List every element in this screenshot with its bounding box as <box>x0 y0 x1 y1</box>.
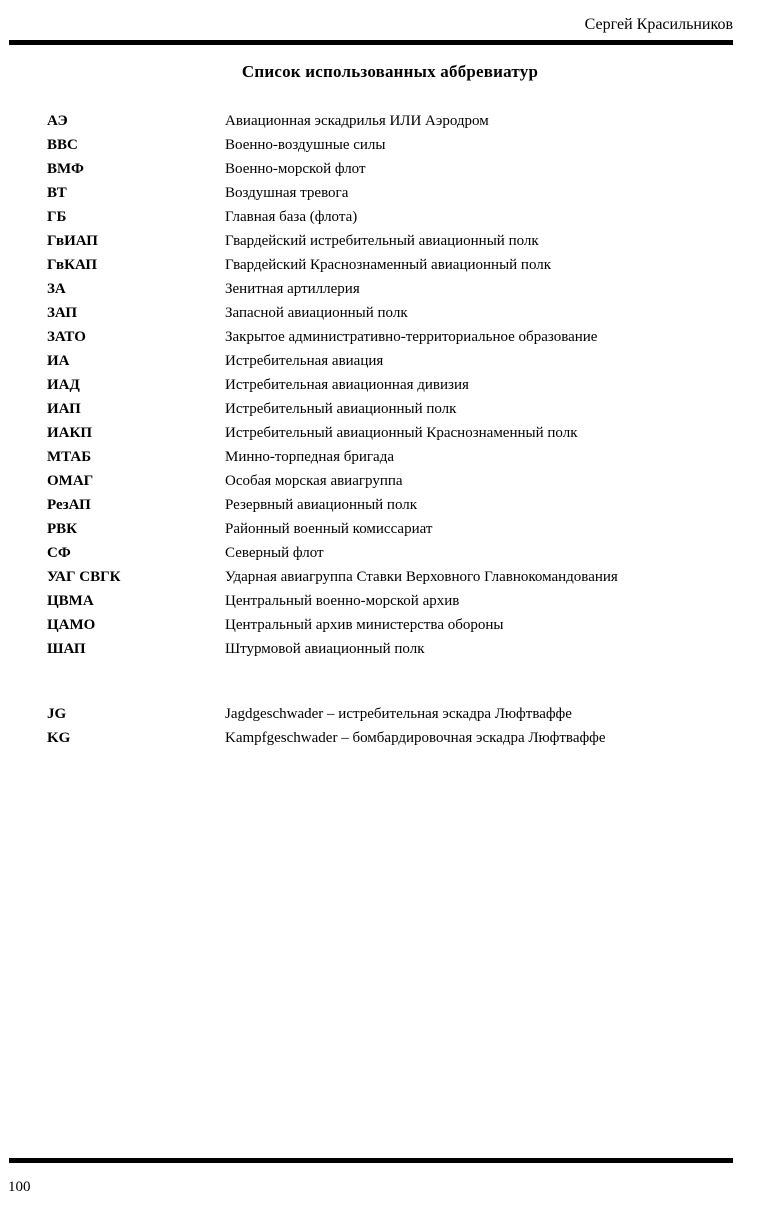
abbreviation-row <box>47 181 618 205</box>
abbreviation-row <box>47 157 618 181</box>
page-title: Список использованных аббревиатур <box>241 62 539 81</box>
abbreviation-term: ИАП <box>47 401 81 417</box>
abbreviation-definition: Гвардейский Краснознаменный авиационный полк <box>225 257 552 273</box>
abbreviation-definition: Запасной авиационный полк <box>225 305 408 321</box>
foreign-abbreviation-list <box>47 702 605 750</box>
abbreviation-row <box>47 253 618 277</box>
abbreviation-row <box>47 541 618 565</box>
abbreviation-row <box>47 517 618 541</box>
abbreviation-term: ИАКП <box>47 425 93 441</box>
abbreviation-term: РезАП <box>47 497 91 513</box>
abbreviation-row <box>47 277 618 301</box>
abbreviation-term: ВТ <box>47 185 67 201</box>
abbreviation-row <box>47 637 618 661</box>
abbreviation-term: РВК <box>47 521 78 537</box>
abbreviation-definition: Главная база (флота) <box>225 209 358 225</box>
abbreviation-term: JG <box>47 706 67 722</box>
abbreviation-definition: Минно-торпедная бригада <box>225 449 394 465</box>
page-header-author: Сергей Красильников <box>584 16 733 33</box>
abbreviation-definition: Северный флот <box>225 545 324 561</box>
abbreviation-term: ГвИАП <box>47 233 98 249</box>
abbreviation-row <box>47 726 605 750</box>
abbreviation-definition: Истребительная авиационная дивизия <box>225 377 469 393</box>
abbreviation-definition: Истребительный авиационный Краснознаменный полк <box>225 425 578 441</box>
abbreviation-definition: Истребительный авиационный полк <box>225 401 457 417</box>
abbreviation-row <box>47 229 618 253</box>
abbreviation-row <box>47 205 618 229</box>
abbreviation-definition: Штурмовой авиационный полк <box>225 641 425 657</box>
abbreviation-definition: Jagdgeschwader – истребительная эскадра Люфтваффе <box>225 706 572 722</box>
abbreviation-term: ВМФ <box>47 161 84 177</box>
abbreviation-term: ЦАМО <box>47 617 96 633</box>
abbreviation-term: ЦВМА <box>47 593 94 609</box>
abbreviation-definition: Ударная авиагруппа Ставки Верховного Главнокомандования <box>225 569 618 585</box>
abbreviation-row <box>47 493 618 517</box>
abbreviation-row <box>47 421 618 445</box>
abbreviation-term: ГвКАП <box>47 257 98 273</box>
abbreviation-term: ИАД <box>47 377 80 393</box>
abbreviation-definition: Особая морская авиагруппа <box>225 473 403 489</box>
abbreviation-definition: Центральный военно-морской архив <box>225 593 460 609</box>
abbreviation-term: ЗА <box>47 281 66 297</box>
abbreviation-definition: Закрытое административно-территориальное образование <box>225 329 598 345</box>
abbreviation-definition: Резервный авиационный полк <box>225 497 418 513</box>
abbreviation-term: АЭ <box>47 113 68 129</box>
abbreviation-row <box>47 373 618 397</box>
abbreviation-row <box>47 325 618 349</box>
abbreviation-term: ЗАП <box>47 305 78 321</box>
abbreviation-term: УАГ СВГК <box>47 569 121 585</box>
abbreviation-term: KG <box>47 730 71 746</box>
abbreviation-row <box>47 301 618 325</box>
abbreviation-definition: Гвардейский истребительный авиационный полк <box>225 233 539 249</box>
abbreviation-definition: Зенитная артиллерия <box>225 281 360 297</box>
abbreviation-term: ЗАТО <box>47 329 86 345</box>
abbreviation-row <box>47 133 618 157</box>
abbreviation-row <box>47 397 618 421</box>
abbreviation-term: ИА <box>47 353 70 369</box>
abbreviation-definition: Воздушная тревога <box>225 185 349 201</box>
abbreviation-row <box>47 702 605 726</box>
page-number: 100 <box>8 1179 31 1195</box>
abbreviation-definition: Kampfgeschwader – бомбардировочная эскадра Люфтваффе <box>225 730 606 746</box>
abbreviation-list <box>47 109 618 661</box>
abbreviation-term: ГБ <box>47 209 67 225</box>
abbreviation-definition: Центральный архив министерства обороны <box>225 617 504 633</box>
abbreviation-row <box>47 565 618 589</box>
abbreviation-row <box>47 613 618 637</box>
abbreviation-definition: Военно-воздушные силы <box>225 137 386 153</box>
abbreviation-definition: Авиационная эскадрилья ИЛИ Аэродром <box>225 113 489 129</box>
header-rule <box>9 40 733 45</box>
abbreviation-row <box>47 589 618 613</box>
abbreviation-term: СФ <box>47 545 71 561</box>
abbreviation-definition: Районный военный комиссариат <box>225 521 433 537</box>
abbreviation-term: МТАБ <box>47 449 92 465</box>
abbreviation-definition: Военно-морской флот <box>225 161 366 177</box>
abbreviation-term: ВВС <box>47 137 78 153</box>
abbreviation-row <box>47 349 618 373</box>
abbreviation-row <box>47 109 618 133</box>
abbreviation-row <box>47 445 618 469</box>
abbreviation-row <box>47 469 618 493</box>
footer-rule <box>9 1158 733 1163</box>
abbreviation-term: ОМАГ <box>47 473 94 489</box>
abbreviation-term: ШАП <box>47 641 86 657</box>
abbreviation-definition: Истребительная авиация <box>225 353 384 369</box>
